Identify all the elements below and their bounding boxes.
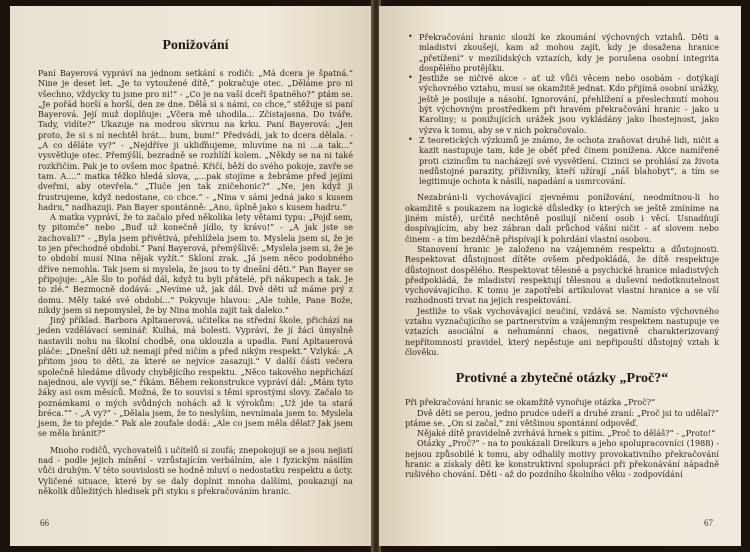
paragraph: Paní Bayerová vypráví na jednom setkání s rodiči: „Má dcera je špatná.“ Nine je deset let. „Je to vytoužené dítě,“ pokračuje otec. „Děláme pro ni všechno, vždycky tu jsme pro ni!“ - „Co je na vaší dceři špatného?“ ptám se. „Je pořád horší a horší, den ze dne. Dělá si s námi, co chce,“ stěžuje si paní Bayerová. Její muž doplňuje: „Včera mě uhodila... Zčistajasna. Do tváře. Tady, vidíte?“ Ukazuje na modrou skvrnu na krku. Paní Bayerová: „Jen proto, že si s ní nechtěl hrát... bum, bum!“ Předvádí, jak to dcera dělala. - „A co děláte vy?“ - „Nejdříve ji ukliďňujeme, mluvíme na ni ...a tak...“ vysvětluje otec. Přemýšlí, bezradně se rozhlíží kolem. „Někdy se na ni také rozkřičím. Pak je to ovšem moc špatné. Křičí, běží do svého pokoje, zavře se tam. A....“ matka těžko hledá slova, „...pak stojíme a žebráme před jejími dveřmi, aby otevřela.“ „Tluče jen tak zničehonic?“ „Ne, jen když ji frustrujeme, když nedostane, co chce.“ - „Nina v sámi jedná jako s kusem hadru,“ nadhazuji. Pan Bayer spontánně: „Ano, úplně jako s kusem hadru.“ — [38, 68, 353, 212]
paragraph: Jiný příklad. Barbora Apltauerová, učitelka na střední škole, přichází na jeden vzdělávací seminář. Kulhá, má bolesti. Vypráví, že jí žáci úmyslně nastavili nohu na školní chodbě, ona uklouzla a upadla. Paní Apltauerová pláče: „Dnešní děti už nemají před ničím a před nikým respekt.“ Vzlyká: „A přitom jsou to děti, za které se nejvíce zasazuji.“ V další části večera společně hledáme důvody chybějícího respektu. „Něco takového nepřichází najednou, ale vyvíjí se,“ říkám. Během rekonstrukce vypráví dál: „Mám tyto žáky asi osm měsíců. Možná, že to souvisí s těmi sprostými slovy. Začalo to poznámkami o mých svůdných nohách až k výrokům: „Už jde ta stará bréca.““ - „A vy?“ - „Dělala jsem, že to neslyším, nevnímala jsem to. Myslela jsem, že to přejde.“ Pak ale zoufale dodá: „Ale co jsem měla dělat? Jak jsem se měla bránit?“ — [38, 315, 353, 439]
list-item: • Z teoretických výzkumů je známo, že ochota zraňovat druhé lidi, ničit a kazit nastupuje tam, kde je oběť před činem poníženа. Akce namířené proti cizincům tu nacházejí své vysvětlení. Cizinci se prohlásí za života nedůstojné parazity, příživníky, kteří užírají „náš blahobyt“, a tím se legitimuje ochota k násilí, napadání a usmrcování. — [408, 134, 719, 187]
page-number: 67 — [704, 518, 713, 528]
bullet-icon: • — [408, 73, 413, 83]
bullet-icon: • — [408, 32, 413, 41]
paragraph: Stanovení hranic je založeno na vzájemném respektu a důstojnosti. Respektovat důstojnost dítěte ovšem předpokládá, že dítě respektuje důstojnost dospělého. Respektovat tělesné a psychické hranice mladistvých předpokládá, že mladiství respektují tělesnou a duševní nedotknutelnost vychovávajícího. K tomu je zapotřebí artikulovat vlastní hranice a se vší rozhodností trvat na jejich respektování. — [405, 243, 719, 306]
paragraph: Mnoho rodičů, vychovatelů i učitelů si zoufá; znepokojují se a jsou nejistí nad - podle jejich mínění - vzrůstajícím verbálním, ale i fyzickým násilím vůči druhým. V této souvislosti se hodně mluví o nedostatku respektu a úcty. Vyličené situace, které by se daly doplnit mnoha dalšími, poukazují na několik důležitých hledisek při styku s překračováním hranic. — [38, 444, 353, 496]
paragraph: A matka vypráví, že to začalo před několika lety větami typu: „Pojď sem, ty pitomče“ nebo „Buď už konečně jídlo, ty krávo!“ - „A jak jste se zachovali?“ - „Byla jsem přivětivá, přehlížela jsem to. Myslela jsem si, že je to jen přechodné období.“ Paní Bayerová, přemýšlivě: „Myslela jsem si, že je to období musí Nina nějak vyžít.“ Skloní zrak. „Já jsem něco podobného dříve nemohla. Tak jsem si myslela, že jsou to ty dnešní děti.“ Pan Bayer se připojuje: „Ale šlo to pořád dál, když tu byli přátelé, při nákupech a tak. Je to zlé.“ Bezmocně dodává: „Nevíme už, jak dál. Dvě děti už máme prý z domu. Měly také své období...“ Pokyvuje hlavou: „Ale tohle, Pane Bože, nikdy jsem si nepomyslel, že by Nina mohla zajít tak daleko.“ — [38, 212, 353, 315]
list-item: • Překračování hranic slouží ke zkoumání výchovných vztahů. Děti a mladiství zkoušejí, kam až mohou zajít, kdy je dosažena hranice „přetížení“ v mezilidských vztazích, kdy je porušena osobní integrita dospělého protějšku. — [408, 32, 719, 73]
paragraph: Dvě děti se perou, jedno prudce udeří a druhé zraní: „Proč jsi to udělal?“ ptáme se. „On si začal,“ zní většinou spontánní odpověď. — [405, 407, 719, 428]
left-page — [10, 6, 373, 546]
paragraph: Jestliže to však vychovávající neučiní, vzdává se. Namísto výchovného vztahu vyznačujícího se partnerstvím a vzájemným respektem nastupuje ve vztazích asociální a nehumánní chaos, negativně charakterizovaný nepřítomností pravidel, který nepěstuje ani nepřipouští důstojný vztah k člověku. — [405, 305, 719, 357]
section-title: Protivné a zbytečné otázky „Proč?“ — [455, 371, 669, 387]
paragraph: Nějaké dítě pravidelně zvrhává hrnek s pitím. „Proč to děláš?“ - „Proto!“ — [417, 428, 716, 439]
page-number: 66 — [40, 518, 49, 528]
bullet-list — [405, 32, 719, 186]
paragraph: Nezabráni-li vychovávající zjevnému ponížování, neodmítnou-li ho okamžitě s poukazem na logické důsledky (o kterých se ještě zmíníme na jiném místě), určitě nechtěně posilují ničení osob i věcí. Usnadňují dospívajícím, aby bez zábran dali průchod vášni ničit - ať slovem nebo činem - a tím bezděčně přispívají k pohrdání vlastní osobou. — [405, 192, 719, 244]
chapter-title: Ponižování — [162, 38, 229, 53]
list-item: • Jestliže se ničivé akce - ať už vůči věcem nebo osobám - dotýkají výchovného vztahu, musí se okamžitě jednat. Kdo přijímá osobní urážky, ještě je posiluje a násobí. Ignorování, přehlížení a přeslechnutí mohou být výchovným prostředkem při hravém překračování hranic - jako u Karoliny; u ponižujících urážek jsou vykládány jako lhostejnost, jako výzva k tomu, aby se v nich pokračovalo. — [408, 73, 719, 135]
bullet-icon: • — [408, 134, 413, 144]
paragraph: Otázky „Proč?“ - na to poukázali Dreikurs a jeho spolupracovníci (1988) - nejsou způsobilé k tomu, aby odhalily motivy provokativního překračování hranic a získaly děti ke konstruktivní spolupráci při překonávání nápadně rušivého chování. Děti - až do pozdního školního věku - zodpovídání — [405, 438, 719, 480]
right-page — [379, 6, 741, 546]
paragraph: Při překračování hranic se okamžitě vynořuje otázka „Proč?“ — [405, 397, 656, 408]
